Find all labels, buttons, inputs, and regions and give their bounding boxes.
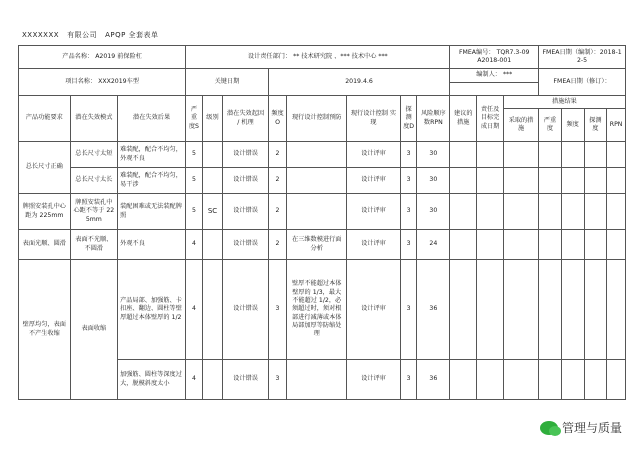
row-result-detection <box>584 168 607 194</box>
key-date-value: 2019.4.6 <box>268 69 450 96</box>
row-prevention <box>287 168 347 194</box>
row-detection: 3 <box>400 168 417 194</box>
row-detection: 3 <box>400 142 417 168</box>
col-result-severity: 严重度 <box>539 109 562 142</box>
row-result-detection <box>584 260 607 360</box>
row-detection-control: 设计评审 <box>347 194 401 230</box>
company-suffix: 有限公司 <box>67 31 98 39</box>
row-result-rpn <box>607 360 626 400</box>
col-cause: 潜在失效起因 / 机理 <box>223 96 268 142</box>
row-action-taken <box>504 230 539 260</box>
key-date-label: 关键日期 <box>186 69 269 96</box>
row-cause: 设计错误 <box>223 230 268 260</box>
row-rpn: 30 <box>417 142 450 168</box>
col-action-taken: 采取的措施 <box>504 109 539 142</box>
row-rpn: 30 <box>417 168 450 194</box>
table-row <box>19 260 626 360</box>
row-cause: 设计错误 <box>223 260 268 360</box>
col-result-rpn: RPN <box>607 109 626 142</box>
fmea-date-cell <box>539 46 626 69</box>
row-detection: 3 <box>400 260 417 360</box>
col-action-results: 措施结果 <box>504 96 626 109</box>
fmea-table <box>18 45 626 400</box>
row-failure-mode: 总长尺寸太长 <box>70 168 117 194</box>
row-action-taken <box>504 142 539 168</box>
row-failure-effect: 装配困难或无法装配牌照 <box>118 194 186 230</box>
product-name-label: 产品名称： <box>62 52 94 60</box>
fmea-number-cell <box>450 46 539 69</box>
row-result-detection <box>584 230 607 260</box>
row-class <box>202 360 223 400</box>
row-severity: 5 <box>186 168 203 194</box>
row-prevention <box>287 142 347 168</box>
col-rpn: 风险顺序数RPN <box>417 96 450 142</box>
row-prevention <box>287 360 347 400</box>
table-row <box>19 142 626 168</box>
row-recommended-actions <box>450 260 477 360</box>
row-prevention: 壁厚不能超过本体壁厚的 1/3，最大不能超过 1/2，必须超过时，须对根部进行减薄或本体局部加厚等防缩处理 <box>287 260 347 360</box>
row-result-detection <box>584 142 607 168</box>
row-result-rpn <box>607 142 626 168</box>
row-result-rpn <box>607 230 626 260</box>
row-cause: 设计错误 <box>223 142 268 168</box>
project-name-label: 项目名称： <box>65 77 97 85</box>
row-occurrence: 2 <box>268 168 287 194</box>
row-result-severity <box>539 230 562 260</box>
row-result-severity <box>539 168 562 194</box>
row-prevention: 在三维数模进行面分析 <box>287 230 347 260</box>
row-failure-effect: 产品局部、加强筋、卡扣座、翻边、圆柱等壁厚超过本体壁厚的 1/2 <box>118 260 186 360</box>
row-occurrence: 2 <box>268 194 287 230</box>
row-failure-mode: 表面收缩 <box>70 260 117 400</box>
row-responsibility <box>477 260 504 360</box>
watermark <box>540 419 622 436</box>
table-row <box>19 194 626 230</box>
row-class <box>202 230 223 260</box>
wechat-icon <box>540 421 558 435</box>
row-failure-mode: 总长尺寸太短 <box>70 142 117 168</box>
product-name-cell <box>19 46 186 69</box>
row-severity: 4 <box>186 260 203 360</box>
row-result-rpn <box>607 260 626 360</box>
row-recommended-actions <box>450 360 477 400</box>
col-recommended-actions: 建议的措施 <box>450 96 477 142</box>
row-action-taken <box>504 168 539 194</box>
row-result-severity <box>539 360 562 400</box>
row-function: 壁厚均匀，表面不产生收缩 <box>19 260 71 400</box>
row-occurrence: 2 <box>268 142 287 168</box>
row-function: 牌照安装孔中心距为 225mm <box>19 194 71 230</box>
fmea-number-value-2: A2018-001 <box>477 57 512 64</box>
col-occurrence: 频度O <box>268 96 287 142</box>
row-recommended-actions <box>450 142 477 168</box>
row-cause: 设计错误 <box>223 360 268 400</box>
project-name-cell <box>19 69 186 96</box>
row-result-severity <box>539 260 562 360</box>
row-failure-effect: 难装配，配合不均匀，易干涉 <box>118 168 186 194</box>
col-failure-effect: 潜在失效后果 <box>118 96 186 142</box>
row-action-taken <box>504 194 539 230</box>
row-responsibility <box>477 168 504 194</box>
fmea-number-value: TQR7.3-09 <box>496 48 530 56</box>
col-responsibility: 责任及目标完成日期 <box>477 96 504 142</box>
row-class <box>202 260 223 360</box>
table-row <box>19 168 626 194</box>
col-result-detection: 探测度 <box>584 109 607 142</box>
col-function: 产品功能要求 <box>19 96 71 142</box>
row-prevention <box>287 194 347 230</box>
row-failure-mode: 表面不光顺、不圆滑 <box>70 230 117 260</box>
row-occurrence: 3 <box>268 360 287 400</box>
row-result-occurrence <box>561 230 584 260</box>
row-rpn: 30 <box>417 194 450 230</box>
row-class <box>202 142 223 168</box>
row-function: 总长尺寸正确 <box>19 142 71 194</box>
col-detection: 探测度D <box>400 96 417 142</box>
col-class: 级别 <box>202 96 223 142</box>
row-failure-effect: 加强筋、圆柱等深度过大，脱模斜度太小 <box>118 360 186 400</box>
col-detection-control: 现行设计控制 实现 <box>347 96 401 142</box>
row-result-detection <box>584 360 607 400</box>
col-result-occurrence: 频度 <box>561 109 584 142</box>
row-action-taken <box>504 260 539 360</box>
document-header <box>22 30 167 40</box>
row-rpn: 36 <box>417 360 450 400</box>
fmea-number-label: FMEA编号： <box>458 48 495 56</box>
prepared-by-label: 编制人： <box>476 71 501 79</box>
row-cause: 设计错误 <box>223 168 268 194</box>
row-detection: 3 <box>400 230 417 260</box>
row-result-rpn <box>607 168 626 194</box>
row-detection-control: 设计评审 <box>347 230 401 260</box>
row-result-occurrence <box>561 360 584 400</box>
row-responsibility <box>477 230 504 260</box>
row-result-occurrence <box>561 194 584 230</box>
document-title: APQP 全套表单 <box>105 31 159 39</box>
project-name-value: XXX2019车型 <box>98 77 139 85</box>
row-detection-control: 设计评审 <box>347 142 401 168</box>
design-responsibility-value: ** 技术研究院 、*** 技术中心 *** <box>293 52 388 60</box>
row-occurrence: 2 <box>268 230 287 260</box>
row-severity: 5 <box>186 194 203 230</box>
row-occurrence: 3 <box>268 260 287 360</box>
row-action-taken <box>504 360 539 400</box>
design-responsibility-cell <box>186 46 450 69</box>
prepared-by-value: *** <box>502 71 513 79</box>
revision-date-cell: FMEA日期（修订）： <box>539 69 626 96</box>
row-result-occurrence <box>561 142 584 168</box>
fmea-date-value: 2018-12-5 <box>577 48 622 64</box>
row-function: 表面光顺、圆滑 <box>19 230 71 260</box>
row-rpn: 24 <box>417 230 450 260</box>
table-row <box>19 230 626 260</box>
design-responsibility-label: 设计责任部门： <box>247 52 292 60</box>
product-name-value: A2019 前保险杠 <box>95 52 142 60</box>
row-severity: 5 <box>186 142 203 168</box>
company-name: XXXXXXX <box>22 31 60 39</box>
row-recommended-actions <box>450 194 477 230</box>
row-recommended-actions <box>450 168 477 194</box>
row-responsibility <box>477 194 504 230</box>
row-class <box>202 168 223 194</box>
row-result-detection <box>584 194 607 230</box>
row-cause: 设计错误 <box>223 194 268 230</box>
row-severity: 4 <box>186 230 203 260</box>
row-detection: 3 <box>400 360 417 400</box>
fmea-date-label: FMEA日期（编制）： <box>542 48 600 56</box>
col-severity: 严重度S <box>186 96 203 142</box>
row-result-severity <box>539 142 562 168</box>
row-failure-mode: 牌照安装孔中心距不等于 225mm <box>70 194 117 230</box>
col-failure-mode: 潜在失效模式 <box>70 96 117 142</box>
row-result-severity <box>539 194 562 230</box>
row-detection-control: 设计评审 <box>347 260 401 360</box>
watermark-text: 管理与质量 <box>561 421 622 435</box>
row-result-occurrence <box>561 168 584 194</box>
prepared-by-cell <box>450 69 539 83</box>
col-prevention: 现行设计控制预防 <box>287 96 347 142</box>
row-detection-control: 设计评审 <box>347 360 401 400</box>
row-responsibility <box>477 142 504 168</box>
row-failure-effect: 外观不良 <box>118 230 186 260</box>
row-class: SC <box>202 194 223 230</box>
prepared-by-spacer <box>450 83 539 96</box>
row-detection-control: 设计评审 <box>347 168 401 194</box>
row-rpn: 36 <box>417 260 450 360</box>
row-severity: 4 <box>186 360 203 400</box>
row-recommended-actions <box>450 230 477 260</box>
row-failure-effect: 难装配，配合不均匀，外观不良 <box>118 142 186 168</box>
row-detection: 3 <box>400 194 417 230</box>
row-result-occurrence <box>561 260 584 360</box>
row-responsibility <box>477 360 504 400</box>
row-result-rpn <box>607 194 626 230</box>
